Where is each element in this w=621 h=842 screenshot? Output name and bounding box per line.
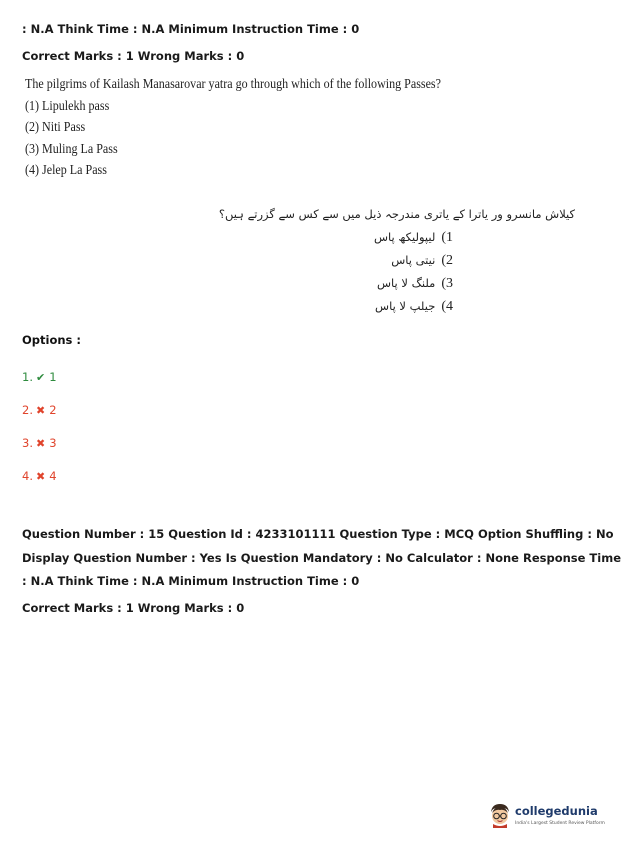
next-question-meta-line-2: Display Question Number : Yes Is Question Mandatory : No Calculator : None Response Time [22,551,621,565]
question-english-text: The pilgrims of Kailash Manasarovar yatra go through which of the following Passes? [25,77,441,92]
cross-icon: ✖ [35,437,46,450]
question-english-option-2: (2) Niti Pass [25,120,86,135]
question-urdu-option-1: 1)لیپولیکھ پاس [373,230,453,245]
brand-tagline: India's Largest Student Review Platform [515,821,605,826]
options-label: Options : [22,333,81,347]
question-urdu-option-2: 2)نیتی پاس [391,253,453,268]
question-urdu [218,203,575,318]
cross-icon: ✖ [35,470,46,483]
question-urdu-option-4: 4)جیلپ لا پاس [375,299,453,314]
question-english-option-1: (1) Lipulekh pass [25,98,110,114]
collegedunia-logo [487,800,605,834]
brand-name: collegedunia [515,804,598,818]
check-icon: ✔ [35,371,46,384]
question-urdu-option-3: 3)ملنگ لا پاس [376,276,453,291]
option-4: 4. ✖ 4 [22,469,57,483]
question-english-option-3: (3) Muling La Pass [25,141,118,157]
next-question-marks-line: Correct Marks : 1 Wrong Marks : 0 [22,601,245,615]
question-meta-line-1: : N.A Think Time : N.A Minimum Instruction Time : 0 [22,22,360,36]
question-english [25,74,441,182]
next-question-meta-line-3: : N.A Think Time : N.A Minimum Instruction Time : 0 [22,574,360,588]
question-urdu-text: کیلاش مانسرو ور یاترا کے یاتری مندرجہ ذیل میں سے کس سے گزرتے ہیں؟ [218,207,575,221]
question-marks-line: Correct Marks : 1 Wrong Marks : 0 [22,49,245,63]
cross-icon: ✖ [35,404,46,417]
question-english-option-4: (4) Jelep La Pass [25,163,107,178]
option-3: 3. ✖ 3 [22,436,57,450]
next-question-meta-line-1: Question Number : 15 Question Id : 4233101111 Question Type : MCQ Option Shuffling : No [22,527,614,541]
option-1: 1. ✔ 1 [22,370,57,384]
mascot-icon [487,802,513,828]
option-2: 2. ✖ 2 [22,403,57,417]
